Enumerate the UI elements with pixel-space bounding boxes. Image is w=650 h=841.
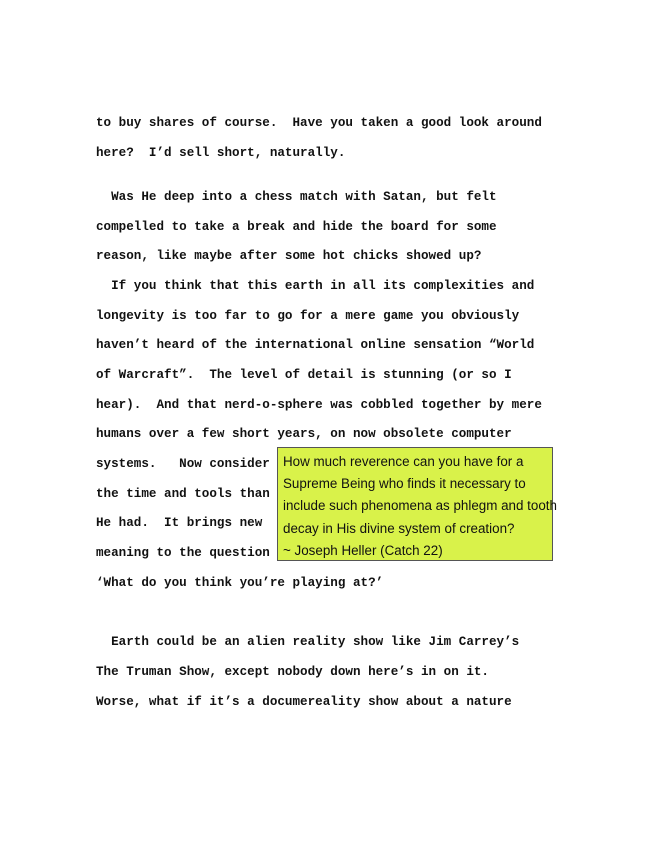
body-text-line: longevity is too far to go for a mere game you obviously xyxy=(96,309,520,323)
body-text-line: compelled to take a break and hide the board for some xyxy=(96,220,497,234)
quote-line: How much reverence can you have for a xyxy=(283,454,524,469)
body-text-line: of Warcraft”. The level of detail is stunning (or so I xyxy=(96,368,512,382)
body-text-line: meaning to the question xyxy=(96,546,270,560)
quote-line: decay in His divine system of creation? xyxy=(283,520,515,536)
body-text-line: to buy shares of course. Have you taken a good look around xyxy=(96,116,542,130)
body-text-line: The Truman Show, except nobody down here’s in on it. xyxy=(96,665,489,679)
body-text-line: the time and tools than xyxy=(96,487,270,501)
body-text-line: here? I’d sell short, naturally. xyxy=(96,146,346,160)
quote-attribution: ~ Joseph Heller (Catch 22) xyxy=(283,542,443,558)
body-text-line: Was He deep into a chess match with Satan, but felt xyxy=(96,190,497,204)
body-text-line: Earth could be an alien reality show like Jim Carrey’s xyxy=(96,635,520,649)
body-text-line: humans over a few short years, on now obsolete computer xyxy=(96,427,512,441)
quote-callout-box xyxy=(277,447,557,561)
body-text-line: He had. It brings new xyxy=(96,516,263,530)
body-text-line: Worse, what if it’s a documereality show about a nature xyxy=(96,695,512,709)
body-text-line: systems. Now consider xyxy=(96,457,270,471)
body-text-line: ‘What do you think you’re playing at?’ xyxy=(96,576,384,590)
body-text-line: reason, like maybe after some hot chicks showed up? xyxy=(96,249,482,263)
body-text-line: If you think that this earth in all its complexities and xyxy=(96,279,535,293)
body-text-line: hear). And that nerd-o-sphere was cobbled together by mere xyxy=(96,398,542,412)
quote-line: Supreme Being who finds it necessary to xyxy=(283,476,526,492)
body-text-line: haven’t heard of the international online sensation “World xyxy=(96,338,535,352)
quote-line: include such phenomena as phlegm and tooth xyxy=(283,498,557,514)
